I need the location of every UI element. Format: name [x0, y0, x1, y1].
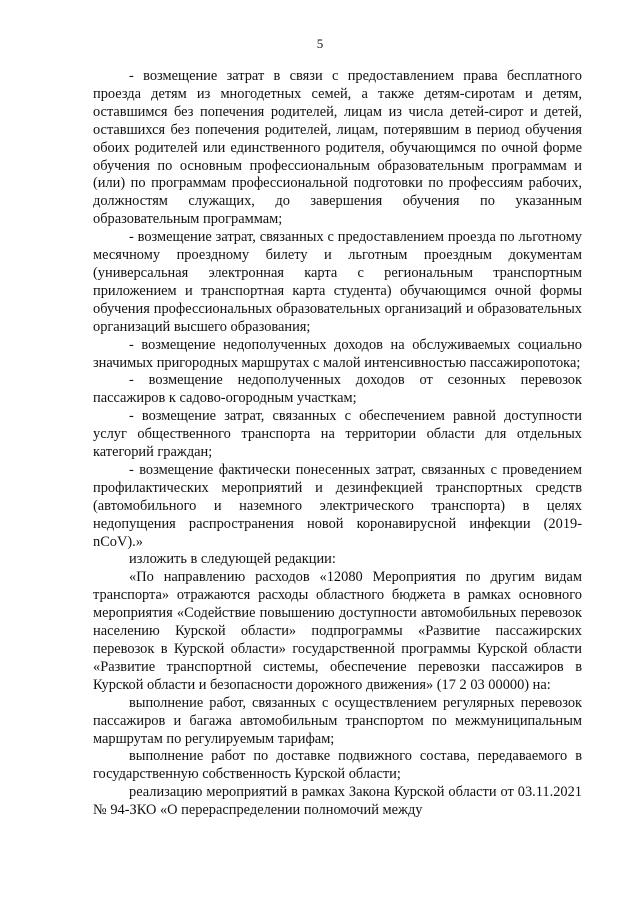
paragraph-expense-direction-12080: «По направлению расходов «12080 Мероприятия по другим видам транспорта» отражаются расходы областного бюджета в рамках основного мероприятия «Содействие повышению доступности автомобильных перевозок населению Курской области» подпрограммы «Развитие пассажирских перевозок в Курской области» государственной программы Курской области «Развитие транспортной системы, обеспечение перевозки пассажиров в Курской области и безопасности дорожного движения» (17 2 03 00000) на:	[93, 569, 582, 693]
paragraph-student-pass-compensation: - возмещение затрат, связанных с предоставлением проезда по льготному месячному проездному билету и льготным проездным документам (универсальная электронная карта с региональным транспортным приложением и транспортная карта студента) обучающимся очной формы обучения профессиональных образовательных организаций и образовательных организаций высшего образования;	[93, 229, 582, 335]
paragraph-disinfection-compensation: - возмещение фактически понесенных затрат, связанных с проведением профилактических мероприятий и дезинфекцией транспортных средств (автомобильного и наземного электрического транспорта) в целях недопущения распространения новой коронавирусной инфекции (2019-nCoV).»	[93, 461, 582, 550]
paragraph-regular-transport-works: выполнение работ, связанных с осуществлением регулярных перевозок пассажиров и багажа автомобильным транспортом по межмуниципальным маршрутам по регулируемым тарифам;	[93, 694, 582, 747]
paragraph-new-wording-intro: изложить в следующей редакции:	[129, 551, 336, 568]
page-number: 5	[316, 36, 324, 51]
paragraph-suburban-routes-income: - возмещение недополученных доходов на обслуживаемых социально значимых пригородных маршрутах с малой интенсивностью пассажиропотока;	[93, 336, 582, 371]
paragraph-free-travel-compensation: - возмещение затрат в связи с предоставлением права бесплатного проезда детям из многодетных семей, а также детям-сиротам и детям, оставшимся без попечения родителей, лицам из числа детей-сирот и детей, оставшихся без попечения родителей, лицам, потерявшим в период обучения обоих родителей или единственного родителя, обучающимся по очной форме обучения по основным профессиональным образовательным программам и (или) по программам профессиональной подготовки по профессиям рабочих, должностям служащих, до завершения обучения по указанным образовательным программам;	[93, 68, 582, 228]
paragraph-rolling-stock-delivery: выполнение работ по доставке подвижного состава, передаваемого в государственную собственность Курской области;	[93, 748, 582, 783]
paragraph-kursk-law-measures: реализацию мероприятий в рамках Закона Курской области от 03.11.2021 № 94-ЗКО «О перераспределении полномочий между	[93, 784, 582, 819]
paragraph-equal-access-compensation: - возмещение затрат, связанных с обеспечением равной доступности услуг общественного транспорта на территории области для отдельных категорий граждан;	[93, 408, 582, 461]
document-body	[93, 68, 582, 820]
paragraph-seasonal-transport-income: - возмещение недополученных доходов от сезонных перевозок пассажиров к садово-огородным участкам;	[93, 372, 582, 407]
